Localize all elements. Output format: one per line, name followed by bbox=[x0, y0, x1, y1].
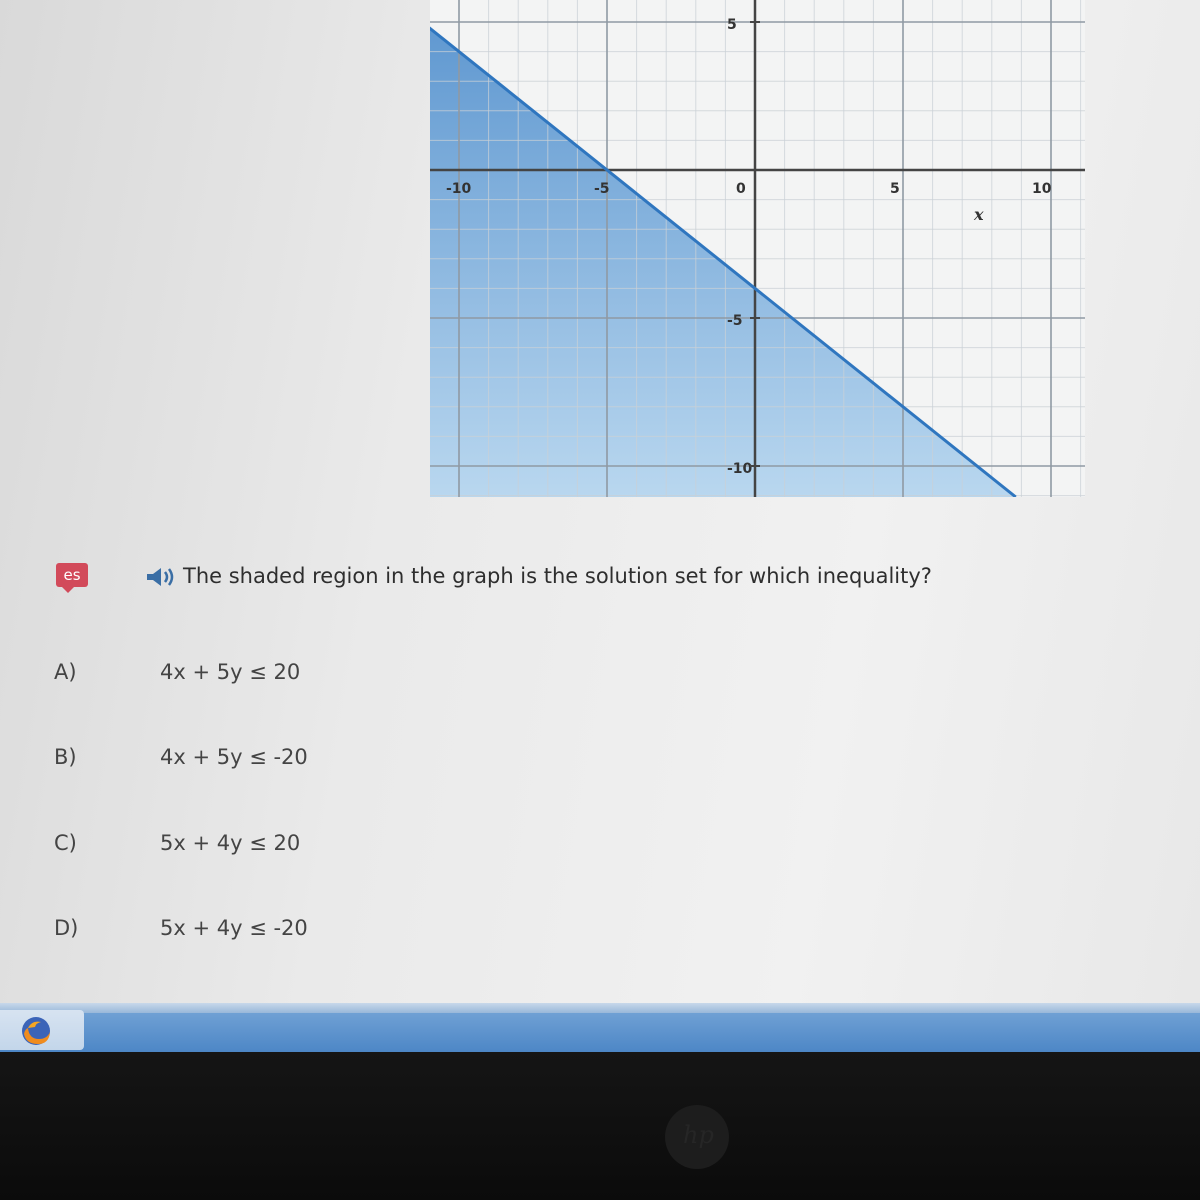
choice-a[interactable] bbox=[0, 660, 600, 700]
es-badge-label: es bbox=[63, 566, 81, 584]
choice-letter: D) bbox=[54, 916, 79, 940]
choice-c[interactable] bbox=[0, 831, 600, 871]
choice-text: 5x + 4y ≤ 20 bbox=[160, 831, 301, 855]
question-text: The shaded region in the graph is the solution set for which inequality? bbox=[183, 564, 932, 588]
x-axis-label: x bbox=[974, 205, 984, 224]
x-tick-label: -10 bbox=[446, 181, 472, 197]
x-tick-label: -5 bbox=[594, 181, 610, 197]
x-tick-label: 0 bbox=[736, 181, 746, 197]
y-tick-label: 5 bbox=[727, 17, 737, 33]
x-tick-label: 5 bbox=[890, 181, 900, 197]
firefox-icon bbox=[14, 1014, 58, 1048]
choice-text: 4x + 5y ≤ -20 bbox=[160, 745, 308, 769]
audio-speaker-icon[interactable] bbox=[144, 565, 182, 589]
y-tick-label: -10 bbox=[727, 461, 753, 477]
choice-text: 5x + 4y ≤ -20 bbox=[160, 916, 308, 940]
choice-text: 4x + 5y ≤ 20 bbox=[160, 660, 301, 684]
choice-letter: B) bbox=[54, 745, 77, 769]
monitor-bezel bbox=[0, 1052, 1200, 1200]
taskbar bbox=[0, 1013, 1200, 1053]
firefox-taskbar-button[interactable] bbox=[0, 1010, 84, 1050]
choice-letter: A) bbox=[54, 660, 77, 684]
hp-logo: hp bbox=[665, 1105, 729, 1169]
choice-letter: C) bbox=[54, 831, 77, 855]
coordinate-graph bbox=[430, 0, 1085, 497]
y-tick-label: -5 bbox=[727, 313, 743, 329]
x-tick-label: 10 bbox=[1032, 181, 1052, 197]
graph-svg bbox=[430, 0, 1085, 497]
es-badge[interactable] bbox=[56, 563, 88, 587]
choice-d[interactable] bbox=[0, 916, 600, 956]
choice-b[interactable] bbox=[0, 745, 600, 785]
